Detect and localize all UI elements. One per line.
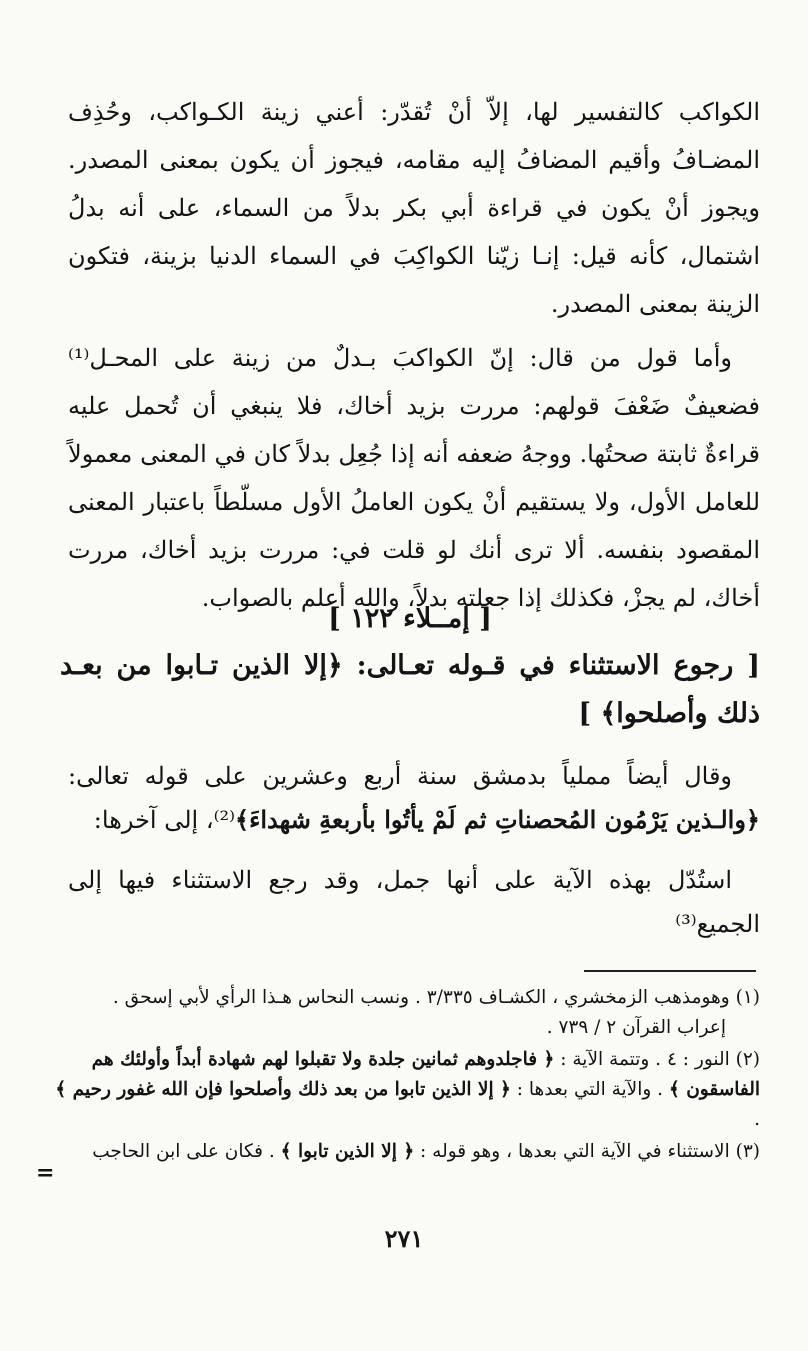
page-number: ٢٧١ (384, 1224, 424, 1253)
footnotes (52, 983, 760, 1169)
footnote-text: إعراب القرآن ٢ / ٧٣٩ . (546, 1017, 726, 1038)
paragraph: استُدّل بهذه الآية على أنها جمل، وقد رجع الاستثناء فيها إلى الجميع⁽³⁾ (68, 866, 760, 938)
footnote-2 (52, 1045, 760, 1135)
footnote-text: . والآية التي بعدها : (510, 1079, 669, 1100)
footnote-text: (١) وهومذهب الزمخشري ، الكشـاف ٣/٣٣٥ . ونسب النحاس هـذا الرأي لأبي إسحق . (112, 987, 760, 1008)
paragraph-rest: ⁽²⁾، إلى آخرها: (93, 806, 236, 834)
section-text (68, 754, 760, 946)
paragraph-intro: وقال أيضاً مملياً بدمشق سنة أربع وعشرين على قوله تعالى: (68, 762, 732, 790)
section-title: [ رجوع الاستثناء في قـوله تعـالى: ﴿إلا الذين تـابوا من بعـد ذلك وأصلحوا﴾ ] (60, 650, 760, 729)
paragraph: الكواكب كالتفسير لها، إلاّ أنْ تُقدّر: أعني زينة الكـواكب، وحُذِف المضـافُ وأقيم المضافُ إليه مقامه، فيجوز أن يكون بمعنى المصدر. ويجوز أنْ يكون في قراءة أبي بكر بدلاً من السماء، على أنه بدلُ اشتمال، كأنه قيل: إنـا زيّنا الكواكِبَ في السماء الدنيا بزينة، فتكون الزينة بمعنى المصدر. (68, 98, 760, 318)
footnote-text: . (754, 1109, 760, 1130)
footnote-text: (٣) الاستثناء في الآية التي بعدها ، وهو قوله : (414, 1141, 760, 1162)
quran-quote: ﴿ فاجلدوهم ثمانين جلدة ولا تقبلوا لهم شهادة أبداً وأولئك هم الفاسقون ﴾ (91, 1049, 760, 1100)
main-text (68, 88, 760, 622)
footnote-1 (52, 983, 760, 1043)
paragraph (68, 754, 760, 842)
quran-quote: ﴿ إلا الذين تابوا من بعد ذلك وأصلحوا فإن الله غفور رحيم ﴾ (55, 1079, 511, 1100)
section-number: [ إمــلاء ١٢٢ ] (328, 603, 492, 634)
quran-quote: ﴿ إلا الذين تابوا ﴾ (280, 1141, 415, 1162)
footnote-text: (٢) النور : ٤ . وتتمة الآية : (554, 1049, 760, 1070)
footnote-separator (584, 970, 756, 972)
continuation-mark: = (36, 1160, 55, 1186)
section-heading (60, 596, 760, 738)
paragraph: وأما قول من قال: إنّ الكواكبَ بـدلٌ من زينة على المحـل⁽¹⁾ فضعيفٌ ضَعْفَ قولهم: مررت بزيد أخاك، فلا ينبغي أن تُحمل عليه قراءةٌ ثابتة صحتُها. ووجهُ ضعفه أنه إذا جُعِل بدلاً كان في المعنى معمولاً للعامل الأول، ولا يستقيم أنْ يكون العاملُ الأول مسلّطاً باعتبار المعنى المقصود بنفسه. ألا ترى أنك لو قلت في: مررت بزيد أخاك، مررت أخاك، لم يجزْ، فكذلك إذا جعلته بدلاً، والله أعلم بالصواب. (68, 344, 761, 612)
quran-quote: ﴿والـذين يَرْمُون المُحصناتِ ثم لَمْ يأتُوا بأربعةِ شهداءَ﴾ (235, 805, 760, 834)
footnote-text: . فكان على ابن الحاجب (92, 1141, 281, 1162)
footnote-3 (52, 1137, 760, 1167)
